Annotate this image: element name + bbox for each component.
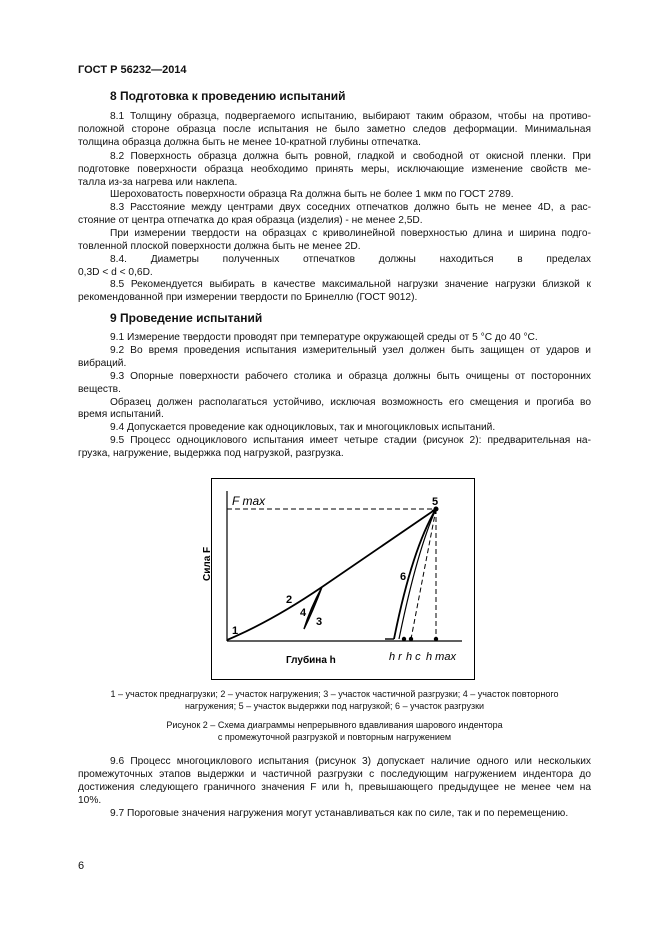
section-8-title: 8 Подготовка к проведению испытаний xyxy=(110,89,346,103)
section-9-title: 9 Проведение испытаний xyxy=(110,311,263,325)
paragraph-line: 9.2 Во время проведения испытания измерительный узел должен быть защищен от ударов и xyxy=(110,345,591,356)
hc-marker xyxy=(409,637,413,641)
fmax-label: F max xyxy=(232,494,266,508)
unloading-tangent-line xyxy=(411,509,436,639)
paragraph-line: 9.5 Процесс одноциклового испытания имеет четыре стадии (рисунок 2): предварительная на- xyxy=(110,435,591,446)
page-number: 6 xyxy=(78,860,85,872)
paragraph-line: 8.2 Поверхность образца должна быть ровной, гладкой и свободной от окисной пленки. При xyxy=(110,151,591,162)
paragraph-line: промежуточных этапов выдержки и частичной разгрузки с последующим нагружением индентора до xyxy=(78,769,591,780)
hmax-marker xyxy=(434,637,438,641)
paragraph-line: Шероховатость поверхности образца Ra должна быть не более 1 мкм по ГОСТ 2789. xyxy=(110,189,514,200)
figure-caption-line: Рисунок 2 – Схема диаграммы непрерывного вдавливания шарового индентора xyxy=(166,720,503,730)
paragraph-line: 10%. xyxy=(78,795,102,806)
figure-2-frame xyxy=(202,478,475,680)
hc-label: h c xyxy=(406,651,421,663)
paragraph-line: 9.4 Допускается проведение как одноцикловых, так и многоцикловых испытаний. xyxy=(110,422,496,433)
paragraph-line: 8.3 Расстояние между центрами двух соседних отпечатков должно быть не менее 4D, а рас- xyxy=(110,202,591,213)
point-label-4: 4 xyxy=(300,607,307,619)
paragraph-line: Образец должен располагаться устойчиво, исключая возможность его смещения и прогиба во xyxy=(110,397,591,408)
paragraph-line: 0,3D < d < 0,6D. xyxy=(78,267,153,278)
point-label-6: 6 xyxy=(400,571,407,583)
paragraph-line: При измерении твердости на образцах с криволинейной поверхностью длина и ширина подго- xyxy=(110,228,591,239)
y-axis-label: Сила F xyxy=(202,546,213,581)
figure-legend-line: 1 – участок преднагрузки; 2 – участок нагружения; 3 – участок частичной разгрузки; 4 – участок повторного xyxy=(110,689,559,699)
paragraph-line: рекомендованной при измерении твердости по Бринеллю (ГОСТ 9012). xyxy=(78,292,418,303)
point-label-1: 1 xyxy=(232,625,239,637)
paragraph-line: 8.5 Рекомендуется выбирать в качестве максимальной нагрузки значение нагрузки близкой к xyxy=(110,279,591,290)
paragraph-line: положной стороне образца после испытания не было заметно следов деформации. Минимальная xyxy=(78,124,591,135)
paragraph-line: 8.1 Толщину образца, подвергаемого испытанию, выбирают таким образом, чтобы на противо- xyxy=(110,111,591,122)
paragraph-line: вибраций. xyxy=(78,358,127,369)
paragraph-line: время испытаний. xyxy=(78,409,164,420)
hmax-label: h max xyxy=(426,651,456,663)
paragraph-line: товленной плоской поверхности должна быть не менее 2D. xyxy=(78,241,361,252)
point-label-2: 2 xyxy=(286,594,293,606)
paragraph-line: веществ. xyxy=(78,384,121,395)
paragraph-line: стояние от центра отпечатка до края образца (изделия) - не менее 2,5D. xyxy=(78,215,423,226)
paragraph-line: талла из-за нагрева или наклепа. xyxy=(78,177,238,188)
document-header: ГОСТ Р 56232—2014 xyxy=(78,64,187,76)
figure-caption-line: с промежуточной разгрузкой и повторным нагружением xyxy=(217,732,452,742)
paragraph-line: 9.6 Процесс многоциклового испытания (рисунок 3) допускает наличие одного или нескольких xyxy=(110,756,591,767)
hr-marker xyxy=(402,637,406,641)
paragraph-line: толщина образца должна быть не менее 10-кратной глубины отпечатка. xyxy=(78,137,421,148)
hr-label: h r xyxy=(389,651,402,663)
figure-legend-line: нагружения; 5 – участок выдержки под нагрузкой; 6 – участок разгрузки xyxy=(184,701,485,711)
point-label-5: 5 xyxy=(432,496,439,508)
paragraph-line: 9.3 Опорные поверхности рабочего столика и образца должны быть очищены от посторонних xyxy=(110,371,591,382)
paragraph-line: 8.4. Диаметры полученных отпечатков должны находиться в пределах xyxy=(110,254,591,265)
paragraph-line: достижения следующего граничного значения F или h, превышающего предыдущее не менее чем на xyxy=(78,782,591,793)
paragraph-line: 9.1 Измерение твердости проводят при температуре окружающей среды от 5 °С до 40 °С. xyxy=(110,332,538,343)
paragraph-line: 9.7 Пороговые значения нагружения могут устанавливаться как по силе, так и по перемещению. xyxy=(110,808,569,819)
indentation-diagram xyxy=(202,479,474,679)
paragraph-line: подготовке поверхности образца необходимо принять меры, исключающие изменение свойств ме- xyxy=(78,164,591,175)
point-label-3: 3 xyxy=(316,616,323,628)
paragraph-line: грузка, нагружение, выдержка под нагрузкой, разгрузка. xyxy=(78,448,344,459)
x-axis-label: Глубина h xyxy=(286,655,336,666)
